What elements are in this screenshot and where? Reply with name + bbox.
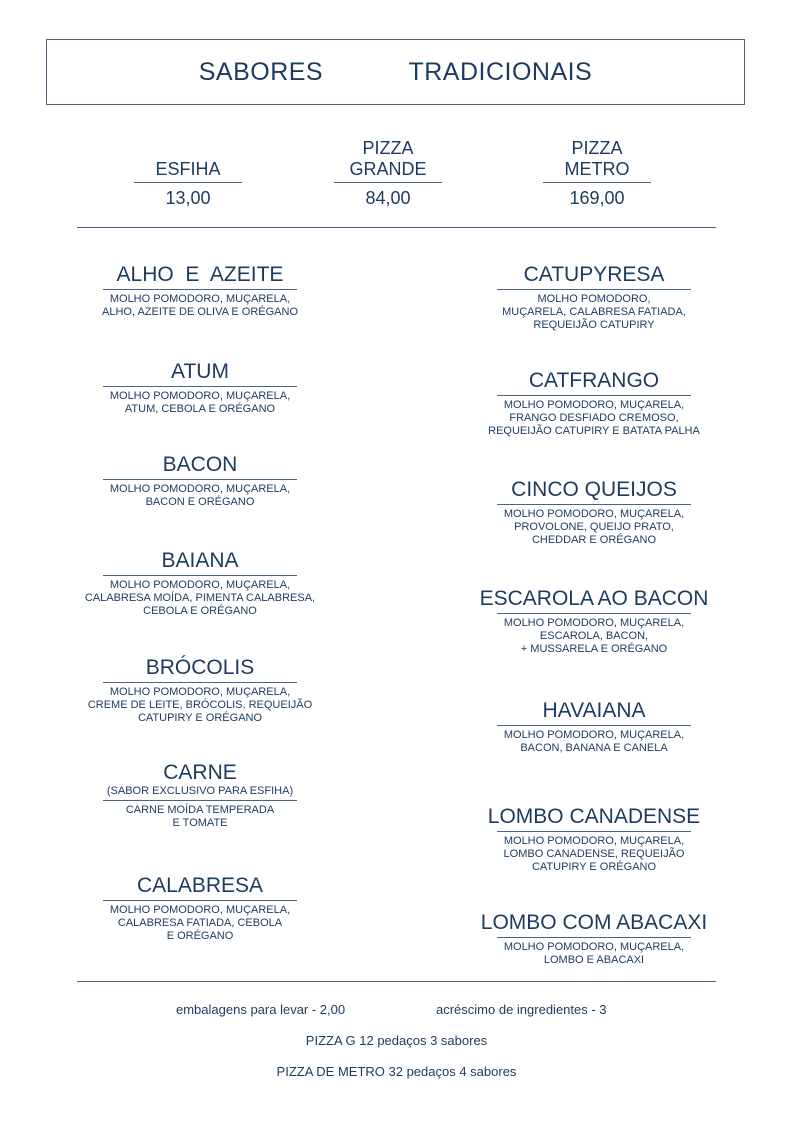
flavor-desc-line: BACON E ORÉGANO bbox=[145, 496, 255, 508]
price-value: 169,00 bbox=[569, 188, 625, 208]
flavor-catfrango bbox=[463, 369, 725, 438]
price-value: 13,00 bbox=[165, 188, 211, 208]
flavor-name: CATFRANGO bbox=[528, 369, 660, 392]
flavor-rule bbox=[103, 900, 297, 901]
flavor-bacon bbox=[60, 453, 340, 509]
flavor-desc-line: MOLHO POMODORO, MUÇARELA, bbox=[109, 904, 291, 916]
flavor-rule bbox=[103, 575, 297, 576]
flavor-atum bbox=[60, 360, 340, 416]
flavor-desc-line: + MUSSARELA E ORÉGANO bbox=[520, 643, 668, 655]
footer-pizza-g: PIZZA G 12 pedaços 3 sabores bbox=[305, 1033, 488, 1048]
title-box bbox=[46, 39, 745, 105]
flavor-name: CATUPYRESA bbox=[523, 263, 665, 286]
price-pizza-metro bbox=[537, 138, 657, 209]
footer-packaging: embalagens para levar - 2,00 bbox=[176, 1002, 346, 1017]
flavor-desc-line: MOLHO POMODORO, MUÇARELA, bbox=[503, 617, 685, 629]
flavor-carne bbox=[60, 761, 340, 830]
price-value: 84,00 bbox=[365, 188, 411, 208]
flavor-desc-line: BACON, BANANA E CANELA bbox=[520, 742, 668, 754]
price-label-line: PIZZA bbox=[362, 138, 414, 158]
flavor-desc-line: LOMBO CANADENSE, REQUEIJÃO bbox=[503, 848, 685, 860]
flavor-rule bbox=[497, 937, 691, 938]
flavor-desc-line: ATUM, CEBOLA E ORÉGANO bbox=[124, 403, 276, 415]
price-rule bbox=[543, 182, 651, 183]
flavor-desc-line: MOLHO POMODORO, MUÇARELA, bbox=[109, 579, 291, 591]
flavor-escarola-ao-bacon bbox=[463, 587, 725, 656]
flavor-rule bbox=[497, 289, 691, 290]
flavor-rule bbox=[103, 682, 297, 683]
flavor-brocolis bbox=[60, 656, 340, 725]
flavor-rule bbox=[497, 831, 691, 832]
price-label-line: ESFIHA bbox=[155, 159, 221, 179]
flavor-desc-line: ESCAROLA, BACON, bbox=[539, 630, 649, 642]
flavor-desc-line: MOLHO POMODORO, MUÇARELA, bbox=[503, 508, 685, 520]
flavor-name: CINCO QUEIJOS bbox=[511, 478, 677, 501]
flavor-name: BRÓCOLIS bbox=[145, 656, 255, 679]
flavor-desc-line: MUÇARELA, CALABRESA FATIADA, bbox=[502, 306, 686, 318]
flavor-desc-line: MOLHO POMODORO, MUÇARELA, bbox=[109, 390, 291, 402]
flavor-desc-line: REQUEIJÃO CATUPIRY E BATATA PALHA bbox=[488, 425, 700, 437]
footer-extra-ingredients: acréscimo de ingredientes - 3 bbox=[436, 1002, 607, 1017]
flavor-rule bbox=[103, 289, 297, 290]
flavor-rule bbox=[497, 613, 691, 614]
divider-bottom bbox=[77, 981, 716, 982]
flavor-rule bbox=[103, 800, 297, 801]
flavor-baiana bbox=[60, 549, 340, 618]
footer-pizza-metro: PIZZA DE METRO 32 pedaços 4 sabores bbox=[276, 1064, 517, 1079]
price-esfiha bbox=[128, 138, 248, 209]
flavor-desc-line: ALHO, AZEITE DE OLIVA E ORÉGANO bbox=[101, 306, 299, 318]
price-label-line: PIZZA bbox=[571, 138, 623, 158]
price-label-line: GRANDE bbox=[349, 159, 427, 179]
flavor-desc-line: MOLHO POMODORO, bbox=[537, 293, 651, 305]
price-label bbox=[537, 138, 657, 180]
flavor-rule bbox=[497, 725, 691, 726]
flavor-desc-line: MOLHO POMODORO, MUÇARELA, bbox=[503, 835, 685, 847]
flavor-name: CARNE bbox=[163, 761, 237, 784]
flavor-desc-line: E TOMATE bbox=[172, 817, 228, 829]
price-label-line: METRO bbox=[564, 159, 630, 179]
flavor-rule bbox=[497, 504, 691, 505]
flavor-desc-line: FRANGO DESFIADO CREMOSO, bbox=[509, 412, 679, 424]
flavor-name: LOMBO CANADENSE bbox=[487, 805, 701, 828]
flavor-desc-line: CATUPIRY E ORÉGANO bbox=[531, 861, 657, 873]
price-pizza-grande bbox=[328, 138, 448, 209]
flavor-name: ATUM bbox=[171, 360, 229, 383]
flavor-desc-line: E ORÉGANO bbox=[166, 930, 234, 942]
flavor-desc-line: MOLHO POMODORO, MUÇARELA, bbox=[109, 293, 291, 305]
flavor-desc-line: MOLHO POMODORO, MUÇARELA, bbox=[503, 941, 685, 953]
flavor-desc-line: CALABRESA FATIADA, CEBOLA bbox=[117, 917, 283, 929]
flavor-name: HAVAIANA bbox=[542, 699, 646, 722]
flavor-calabresa bbox=[60, 874, 340, 943]
flavor-rule bbox=[497, 395, 691, 396]
flavor-lombo-canadense bbox=[463, 805, 725, 874]
flavor-rule bbox=[103, 386, 297, 387]
flavor-name: LOMBO COM ABACAXI bbox=[480, 911, 708, 934]
flavor-desc-line: MOLHO POMODORO, MUÇARELA, bbox=[109, 686, 291, 698]
flavor-desc-line: CATUPIRY E ORÉGANO bbox=[137, 712, 263, 724]
page-title: SABORES TRADICIONAIS bbox=[198, 57, 593, 86]
flavor-desc-line: CALABRESA MOÍDA, PIMENTA CALABRESA, bbox=[84, 592, 316, 604]
flavor-desc-line: CHEDDAR E ORÉGANO bbox=[531, 534, 657, 546]
flavor-name: BACON bbox=[162, 453, 238, 476]
flavor-note: (SABOR EXCLUSIVO PARA ESFIHA) bbox=[106, 785, 294, 797]
divider-top bbox=[77, 227, 716, 228]
flavor-desc-line: CREME DE LEITE, BRÓCOLIS, REQUEIJÃO bbox=[87, 699, 313, 711]
flavor-havaiana bbox=[463, 699, 725, 755]
price-label bbox=[128, 138, 248, 180]
flavor-lombo-com-abacaxi bbox=[463, 911, 725, 967]
flavor-alho-e-azeite bbox=[60, 263, 340, 319]
flavor-desc-line: CARNE MOÍDA TEMPERADA bbox=[125, 804, 275, 816]
flavor-desc-line: MOLHO POMODORO, MUÇARELA, bbox=[503, 729, 685, 741]
flavor-name: CALABRESA bbox=[136, 874, 264, 897]
flavor-desc-line: MOLHO POMODORO, MUÇARELA, bbox=[109, 483, 291, 495]
flavor-catupyresa bbox=[463, 263, 725, 332]
flavor-name: ALHO E AZEITE bbox=[116, 263, 284, 286]
flavor-desc-line: LOMBO E ABACAXI bbox=[543, 954, 645, 966]
flavor-name: BAIANA bbox=[161, 549, 239, 572]
flavor-name: ESCAROLA AO BACON bbox=[479, 587, 709, 610]
flavor-desc-line: MOLHO POMODORO, MUÇARELA, bbox=[503, 399, 685, 411]
price-rule bbox=[334, 182, 442, 183]
flavor-rule bbox=[103, 479, 297, 480]
flavor-desc-line: PROVOLONE, QUEIJO PRATO, bbox=[514, 521, 674, 533]
price-label bbox=[328, 138, 448, 180]
flavor-cinco-queijos bbox=[463, 478, 725, 547]
price-rule bbox=[134, 182, 242, 183]
flavor-desc-line: REQUEIJÃO CATUPIRY bbox=[533, 319, 655, 331]
flavor-desc-line: CEBOLA E ORÉGANO bbox=[143, 605, 257, 617]
